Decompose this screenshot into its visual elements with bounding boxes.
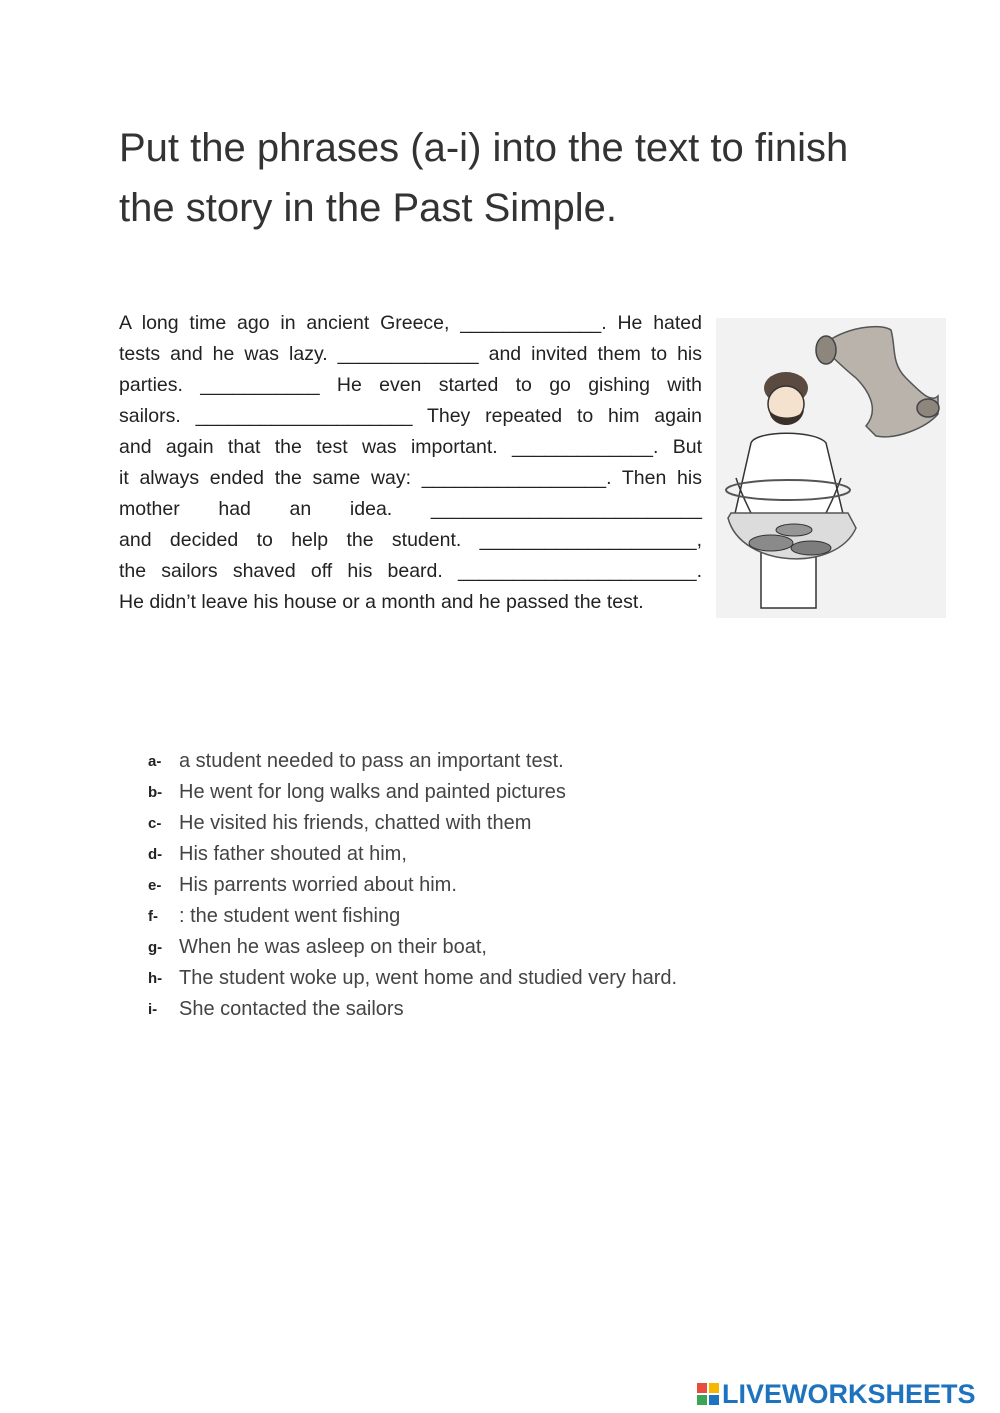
liveworksheets-logo-icon bbox=[697, 1383, 719, 1405]
list-item bbox=[148, 839, 848, 870]
option-letter: d- bbox=[148, 846, 163, 863]
list-item bbox=[148, 932, 848, 963]
story-line: and again that the test was important. _____________. But bbox=[119, 436, 702, 458]
story-line: and decided to help the student. ____________________, bbox=[119, 529, 702, 551]
option-text: His parrents worried about him. bbox=[179, 874, 457, 896]
option-text: The student woke up, went home and studied very hard. bbox=[179, 967, 678, 989]
story-line: parties. ___________ He even started to go gishing with bbox=[119, 374, 702, 396]
story-line: A long time ago in ancient Greece, _____________. He hated bbox=[119, 312, 702, 334]
option-letter: b- bbox=[148, 784, 163, 801]
list-item bbox=[148, 777, 848, 808]
list-item bbox=[148, 901, 848, 932]
brand-name: LIVEWORKSHEETS bbox=[722, 1378, 976, 1409]
list-item bbox=[148, 963, 848, 994]
list-item bbox=[148, 994, 848, 1025]
option-text: He went for long walks and painted pictures bbox=[179, 781, 566, 803]
option-text: : the student went fishing bbox=[179, 905, 401, 927]
option-letter: a- bbox=[148, 753, 162, 770]
option-letter: h- bbox=[148, 970, 163, 987]
option-letter: c- bbox=[148, 815, 162, 832]
greek-fisherman-illustration bbox=[716, 318, 946, 618]
story-line: it always ended the same way: _________________. Then his bbox=[119, 467, 702, 489]
option-letter: e- bbox=[148, 877, 162, 894]
phrase-options-list bbox=[148, 746, 848, 1025]
option-letter: f- bbox=[148, 908, 158, 925]
story-line: He didn’t leave his house or a month and he passed the test. bbox=[119, 591, 644, 613]
list-item bbox=[148, 808, 848, 839]
title-line-2: the story in the Past Simple. bbox=[119, 186, 618, 230]
option-letter: i- bbox=[148, 1001, 158, 1018]
option-text: His father shouted at him, bbox=[179, 843, 407, 865]
option-text: a student needed to pass an important test. bbox=[179, 750, 564, 772]
option-text: He visited his friends, chatted with them bbox=[179, 812, 532, 834]
title-line-1: Put the phrases (a-i) into the text to finish bbox=[119, 126, 849, 170]
story-line: tests and he was lazy. _____________ and invited them to his bbox=[119, 343, 702, 365]
page-title bbox=[119, 118, 919, 238]
story-line: sailors. ____________________ They repeated to him again bbox=[119, 405, 702, 427]
list-item bbox=[148, 870, 848, 901]
option-text: When he was asleep on their boat, bbox=[179, 936, 487, 958]
option-text: She contacted the sailors bbox=[179, 998, 404, 1020]
story-text bbox=[119, 308, 702, 618]
list-item bbox=[148, 746, 848, 777]
story-line: the sailors shaved off his beard. ______________________. bbox=[119, 560, 702, 582]
story-line: mother had an idea. _________________________ bbox=[119, 498, 702, 520]
liveworksheets-brand[interactable] bbox=[697, 1376, 976, 1412]
option-letter: g- bbox=[148, 939, 163, 956]
